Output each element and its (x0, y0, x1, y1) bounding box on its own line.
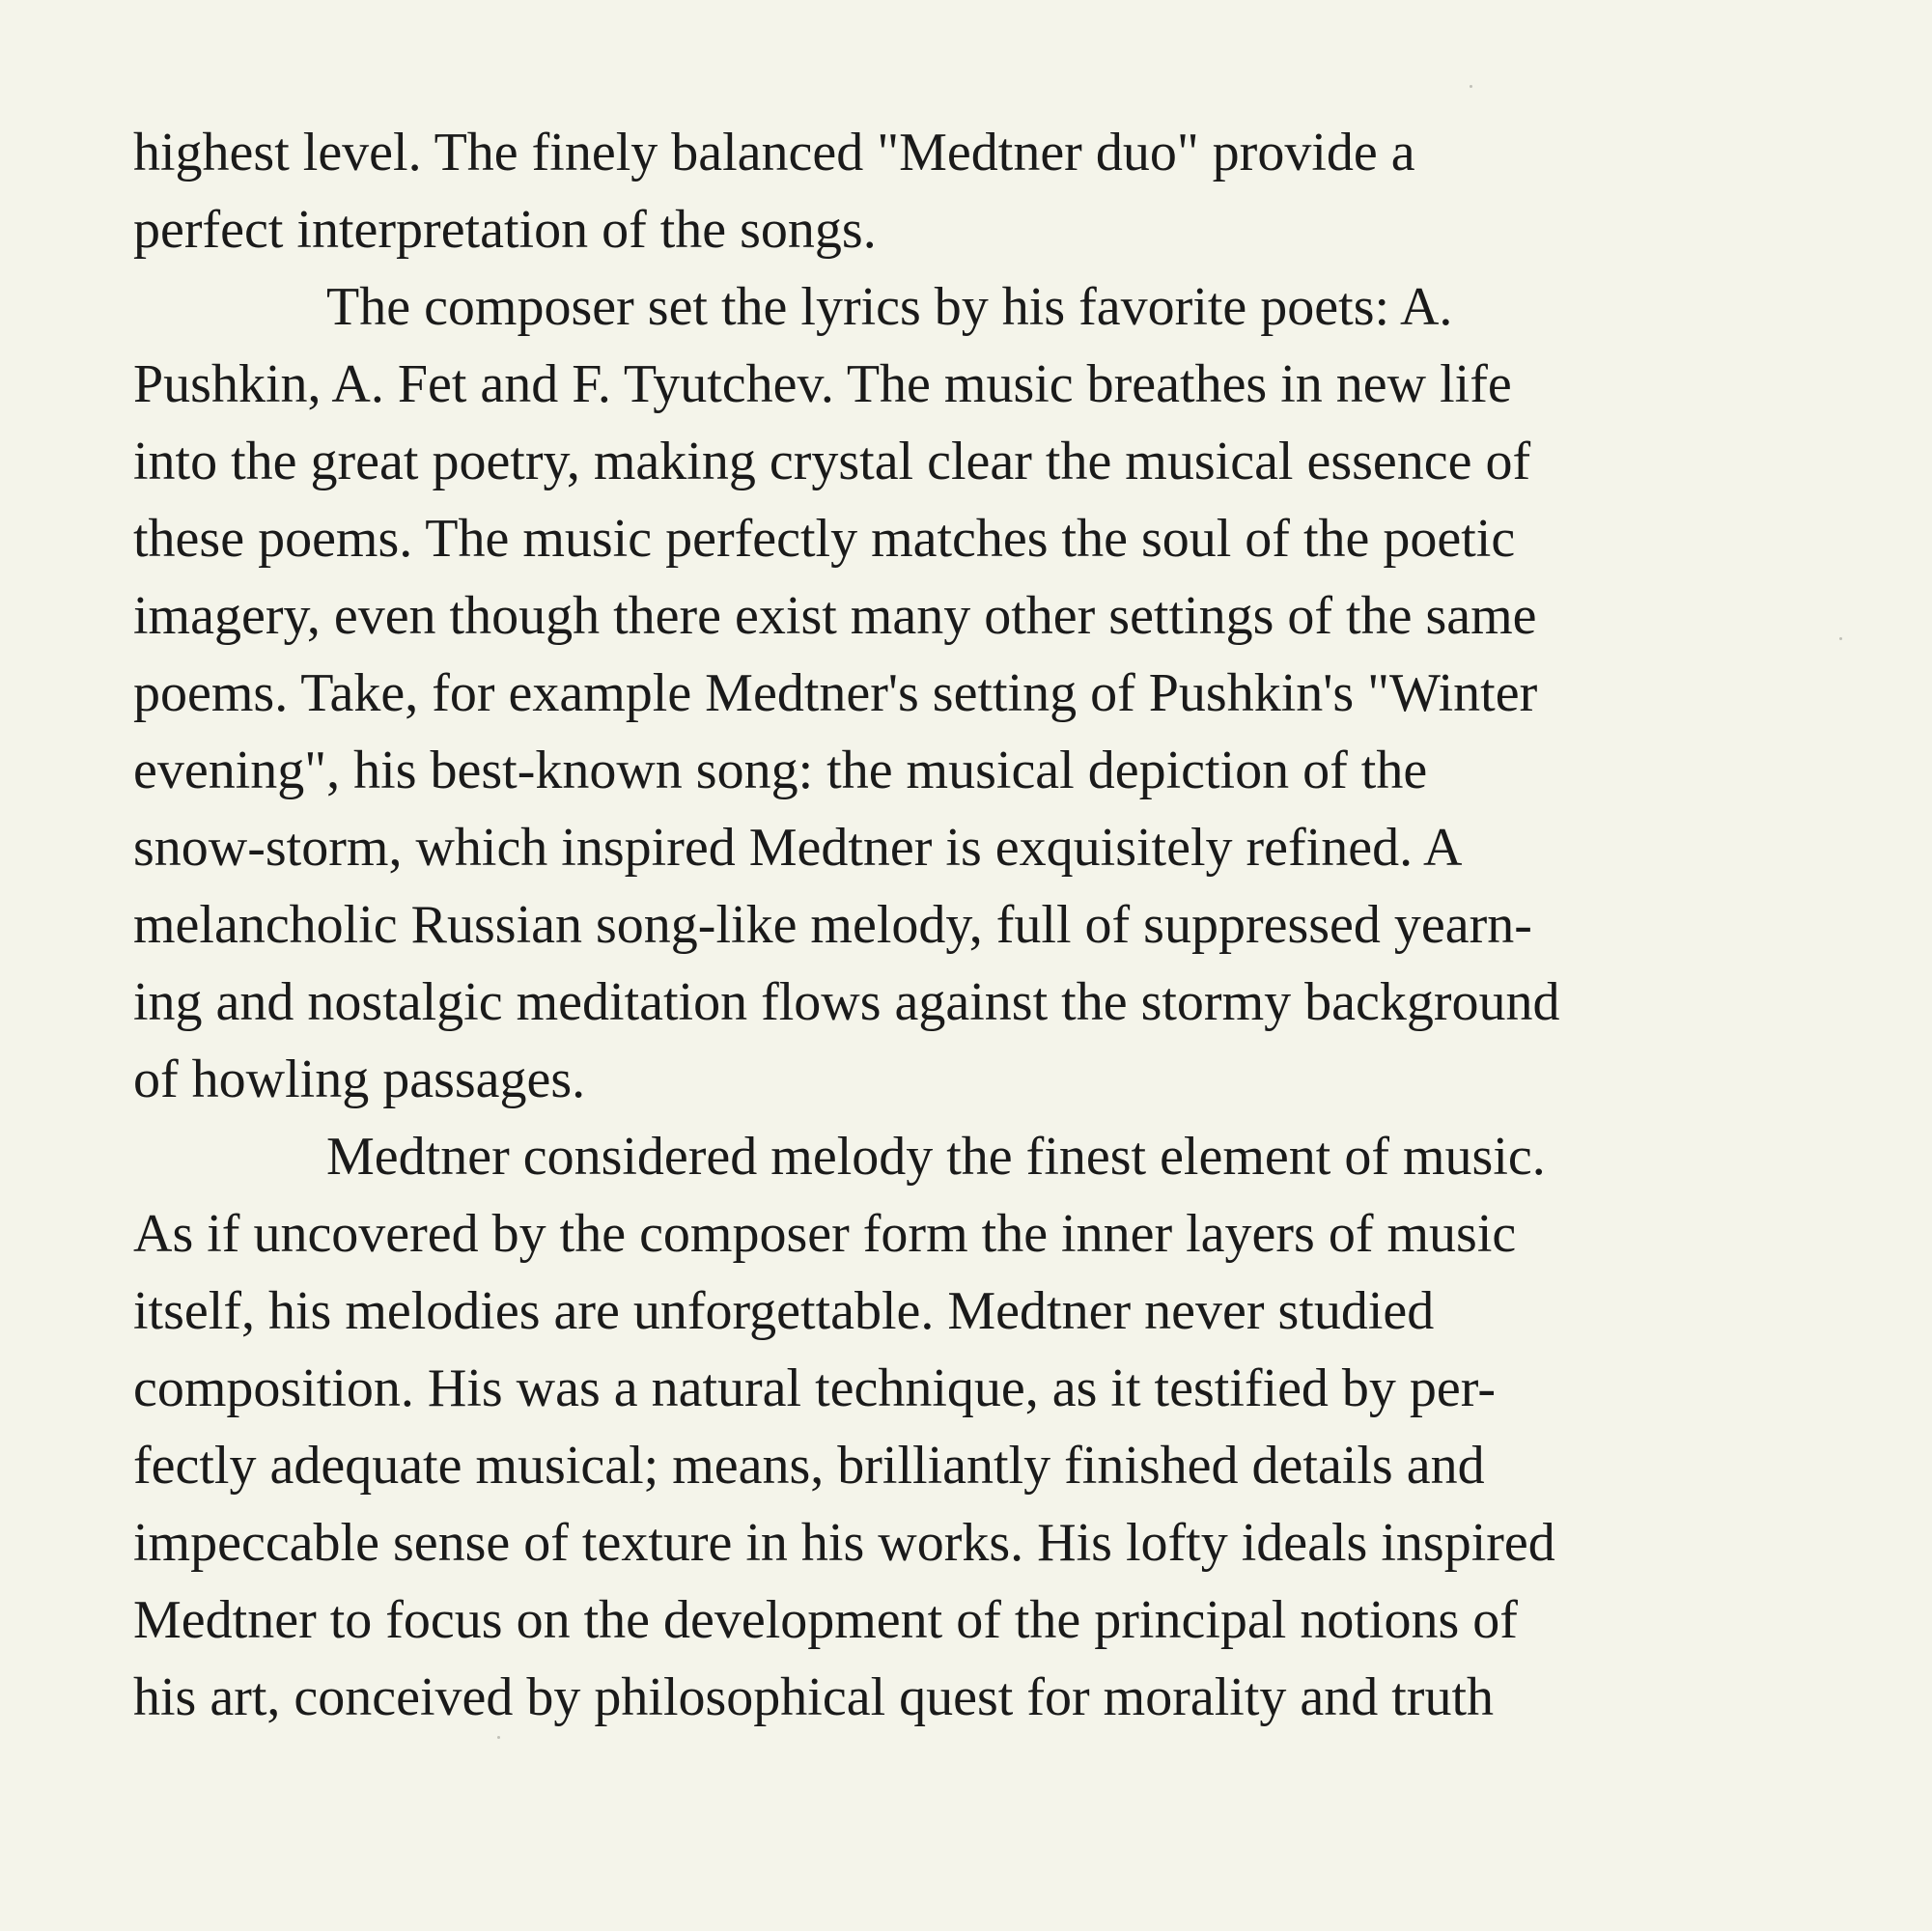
text-line: Pushkin, A. Fet and F. Tyutchev. The music breathes in new life (133, 354, 1512, 414)
text-line: highest level. The finely balanced "Medtner duo" provide a (133, 123, 1415, 182)
text-line: impeccable sense of texture in his works. His lofty ideals inspired (133, 1513, 1555, 1573)
text-line: evening", his best-known song: the musical depiction of the (133, 741, 1428, 800)
text-line: ing and nostalgic meditation flows against the stormy background (133, 972, 1560, 1032)
text-line: composition. His was a natural technique, as it testified by per- (133, 1358, 1496, 1418)
paragraph-start-line: Medtner considered melody the finest element of music. (326, 1127, 1546, 1187)
text-line: into the great poetry, making crystal clear the musical essence of (133, 432, 1531, 491)
text-line: his art, conceived by philosophical quest for morality and truth (133, 1667, 1494, 1727)
text-line: poems. Take, for example Medtner's setting of Pushkin's "Winter (133, 663, 1538, 723)
paper-speck (1470, 85, 1472, 88)
text-line: snow-storm, which inspired Medtner is exquisitely refined. A (133, 818, 1463, 878)
text-line: fectly adequate musical; means, brilliantly finished details and (133, 1436, 1485, 1496)
paragraph-start-line: The composer set the lyrics by his favorite poets: A. (326, 277, 1453, 337)
text-line: imagery, even though there exist many other settings of the same (133, 586, 1537, 646)
text-line: Medtner to focus on the development of the principal notions of (133, 1590, 1518, 1650)
text-line: itself, his melodies are unforgettable. Medtner never studied (133, 1281, 1435, 1341)
text-line: these poems. The music perfectly matches the soul of the poetic (133, 509, 1516, 569)
text-line: As if uncovered by the composer form the inner layers of music (133, 1204, 1517, 1264)
paper-speck (497, 1736, 500, 1739)
body-text (133, 114, 1813, 1736)
text-line: melancholic Russian song-like melody, full of suppressed yearn- (133, 895, 1532, 955)
text-line: of howling passages. (133, 1049, 586, 1109)
text-line: perfect interpretation of the songs. (133, 200, 877, 260)
paper-speck (1839, 637, 1842, 640)
